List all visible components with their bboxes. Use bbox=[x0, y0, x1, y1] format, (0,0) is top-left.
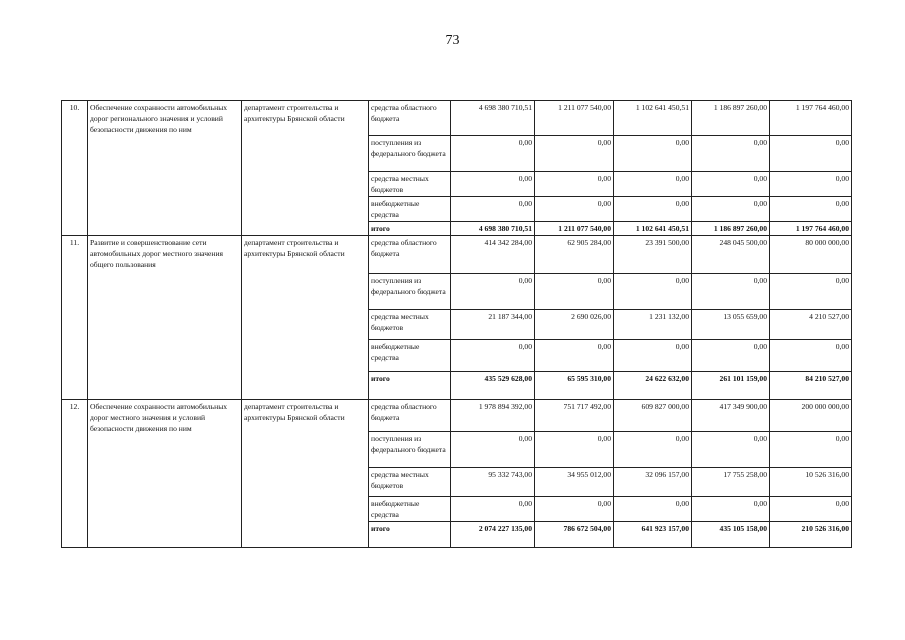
amount-cell: 0,00 bbox=[535, 172, 614, 197]
funding-source: внебюджетные средства bbox=[369, 197, 451, 222]
budget-table bbox=[61, 100, 852, 548]
amount-cell: 751 717 492,00 bbox=[535, 400, 614, 432]
page-number: 73 bbox=[445, 33, 460, 48]
amount-cell: 2 074 227 135,00 bbox=[451, 522, 535, 548]
amount-cell: 1 186 897 260,00 bbox=[692, 222, 770, 236]
amount-cell: 0,00 bbox=[770, 340, 852, 372]
amount-cell: 0,00 bbox=[451, 497, 535, 522]
measure-name: Обеспечение сохранности автомобильных дорог местного значения и условий безопасности движения по ним bbox=[88, 400, 242, 548]
amount-cell: 1 102 641 450,51 bbox=[614, 222, 692, 236]
amount-cell: 435 529 628,00 bbox=[451, 372, 535, 400]
funding-source: средства областного бюджета bbox=[369, 400, 451, 432]
amount-cell: 200 000 000,00 bbox=[770, 400, 852, 432]
amount-cell: 0,00 bbox=[770, 497, 852, 522]
amount-cell: 0,00 bbox=[770, 432, 852, 468]
funding-source: итого bbox=[369, 372, 451, 400]
amount-cell: 786 672 504,00 bbox=[535, 522, 614, 548]
funding-source: поступления из федерального бюджета bbox=[369, 432, 451, 468]
amount-cell: 0,00 bbox=[614, 172, 692, 197]
amount-cell: 417 349 900,00 bbox=[692, 400, 770, 432]
measure-name: Развитие и совершенствование сети автомобильных дорог местного значения общего пользования bbox=[88, 236, 242, 400]
amount-cell: 261 101 159,00 bbox=[692, 372, 770, 400]
amount-cell: 84 210 527,00 bbox=[770, 372, 852, 400]
amount-cell: 32 096 157,00 bbox=[614, 468, 692, 497]
amount-cell: 4 698 380 710,51 bbox=[451, 222, 535, 236]
amount-cell: 0,00 bbox=[614, 432, 692, 468]
amount-cell: 0,00 bbox=[535, 274, 614, 310]
amount-cell: 1 102 641 450,51 bbox=[614, 101, 692, 136]
funding-source: внебюджетные средства bbox=[369, 340, 451, 372]
amount-cell: 1 978 894 392,00 bbox=[451, 400, 535, 432]
amount-cell: 0,00 bbox=[770, 274, 852, 310]
amount-cell: 248 045 500,00 bbox=[692, 236, 770, 274]
amount-cell: 0,00 bbox=[451, 340, 535, 372]
executor: департамент строительства и архитектуры Брянской области bbox=[242, 236, 369, 400]
amount-cell: 0,00 bbox=[535, 497, 614, 522]
amount-cell: 0,00 bbox=[535, 136, 614, 172]
funding-source: средства областного бюджета bbox=[369, 101, 451, 136]
amount-cell: 2 690 026,00 bbox=[535, 310, 614, 340]
amount-cell: 0,00 bbox=[614, 274, 692, 310]
executor: департамент строительства и архитектуры Брянской области bbox=[242, 400, 369, 548]
table-body bbox=[62, 101, 852, 548]
amount-cell: 80 000 000,00 bbox=[770, 236, 852, 274]
amount-cell: 0,00 bbox=[614, 497, 692, 522]
amount-cell: 4 698 380 710,51 bbox=[451, 101, 535, 136]
amount-cell: 24 622 632,00 bbox=[614, 372, 692, 400]
amount-cell: 95 332 743,00 bbox=[451, 468, 535, 497]
funding-source: средства местных бюджетов bbox=[369, 468, 451, 497]
funding-source: средства местных бюджетов bbox=[369, 172, 451, 197]
amount-cell: 0,00 bbox=[451, 432, 535, 468]
amount-cell: 0,00 bbox=[451, 172, 535, 197]
funding-source: средства местных бюджетов bbox=[369, 310, 451, 340]
amount-cell: 21 187 344,00 bbox=[451, 310, 535, 340]
amount-cell: 0,00 bbox=[692, 136, 770, 172]
funding-source: поступления из федерального бюджета bbox=[369, 274, 451, 310]
amount-cell: 1 186 897 260,00 bbox=[692, 101, 770, 136]
amount-cell: 10 526 316,00 bbox=[770, 468, 852, 497]
amount-cell: 1 211 077 540,00 bbox=[535, 222, 614, 236]
amount-cell: 609 827 000,00 bbox=[614, 400, 692, 432]
amount-cell: 1 197 764 460,00 bbox=[770, 222, 852, 236]
amount-cell: 435 105 158,00 bbox=[692, 522, 770, 548]
amount-cell: 1 211 077 540,00 bbox=[535, 101, 614, 136]
amount-cell: 17 755 258,00 bbox=[692, 468, 770, 497]
amount-cell: 0,00 bbox=[692, 497, 770, 522]
amount-cell: 0,00 bbox=[692, 274, 770, 310]
measure-name: Обеспечение сохранности автомобильных дорог регионального значения и условий безопасности движения по ним bbox=[88, 101, 242, 236]
amount-cell: 0,00 bbox=[614, 136, 692, 172]
amount-cell: 0,00 bbox=[614, 340, 692, 372]
amount-cell: 0,00 bbox=[535, 197, 614, 222]
amount-cell: 0,00 bbox=[614, 197, 692, 222]
amount-cell: 0,00 bbox=[770, 136, 852, 172]
amount-cell: 23 391 500,00 bbox=[614, 236, 692, 274]
amount-cell: 0,00 bbox=[692, 432, 770, 468]
amount-cell: 641 923 157,00 bbox=[614, 522, 692, 548]
amount-cell: 0,00 bbox=[692, 172, 770, 197]
amount-cell: 0,00 bbox=[535, 340, 614, 372]
amount-cell: 1 197 764 460,00 bbox=[770, 101, 852, 136]
amount-cell: 0,00 bbox=[692, 197, 770, 222]
amount-cell: 1 231 132,00 bbox=[614, 310, 692, 340]
funding-source: внебюджетные средства bbox=[369, 497, 451, 522]
table-row bbox=[62, 101, 852, 136]
table-row bbox=[62, 400, 852, 432]
amount-cell: 0,00 bbox=[770, 172, 852, 197]
amount-cell: 210 526 316,00 bbox=[770, 522, 852, 548]
funding-source: итого bbox=[369, 522, 451, 548]
funding-source: итого bbox=[369, 222, 451, 236]
amount-cell: 4 210 527,00 bbox=[770, 310, 852, 340]
row-index: 11. bbox=[62, 236, 88, 400]
amount-cell: 34 955 012,00 bbox=[535, 468, 614, 497]
amount-cell: 0,00 bbox=[692, 340, 770, 372]
amount-cell: 0,00 bbox=[451, 197, 535, 222]
table-row bbox=[62, 236, 852, 274]
amount-cell: 0,00 bbox=[535, 432, 614, 468]
funding-source: поступления из федерального бюджета bbox=[369, 136, 451, 172]
amount-cell: 0,00 bbox=[451, 136, 535, 172]
executor: департамент строительства и архитектуры Брянской области bbox=[242, 101, 369, 236]
amount-cell: 13 055 659,00 bbox=[692, 310, 770, 340]
amount-cell: 0,00 bbox=[770, 197, 852, 222]
amount-cell: 62 905 284,00 bbox=[535, 236, 614, 274]
row-index: 10. bbox=[62, 101, 88, 236]
amount-cell: 414 342 284,00 bbox=[451, 236, 535, 274]
row-index: 12. bbox=[62, 400, 88, 548]
amount-cell: 0,00 bbox=[451, 274, 535, 310]
amount-cell: 65 595 310,00 bbox=[535, 372, 614, 400]
funding-source: средства областного бюджета bbox=[369, 236, 451, 274]
